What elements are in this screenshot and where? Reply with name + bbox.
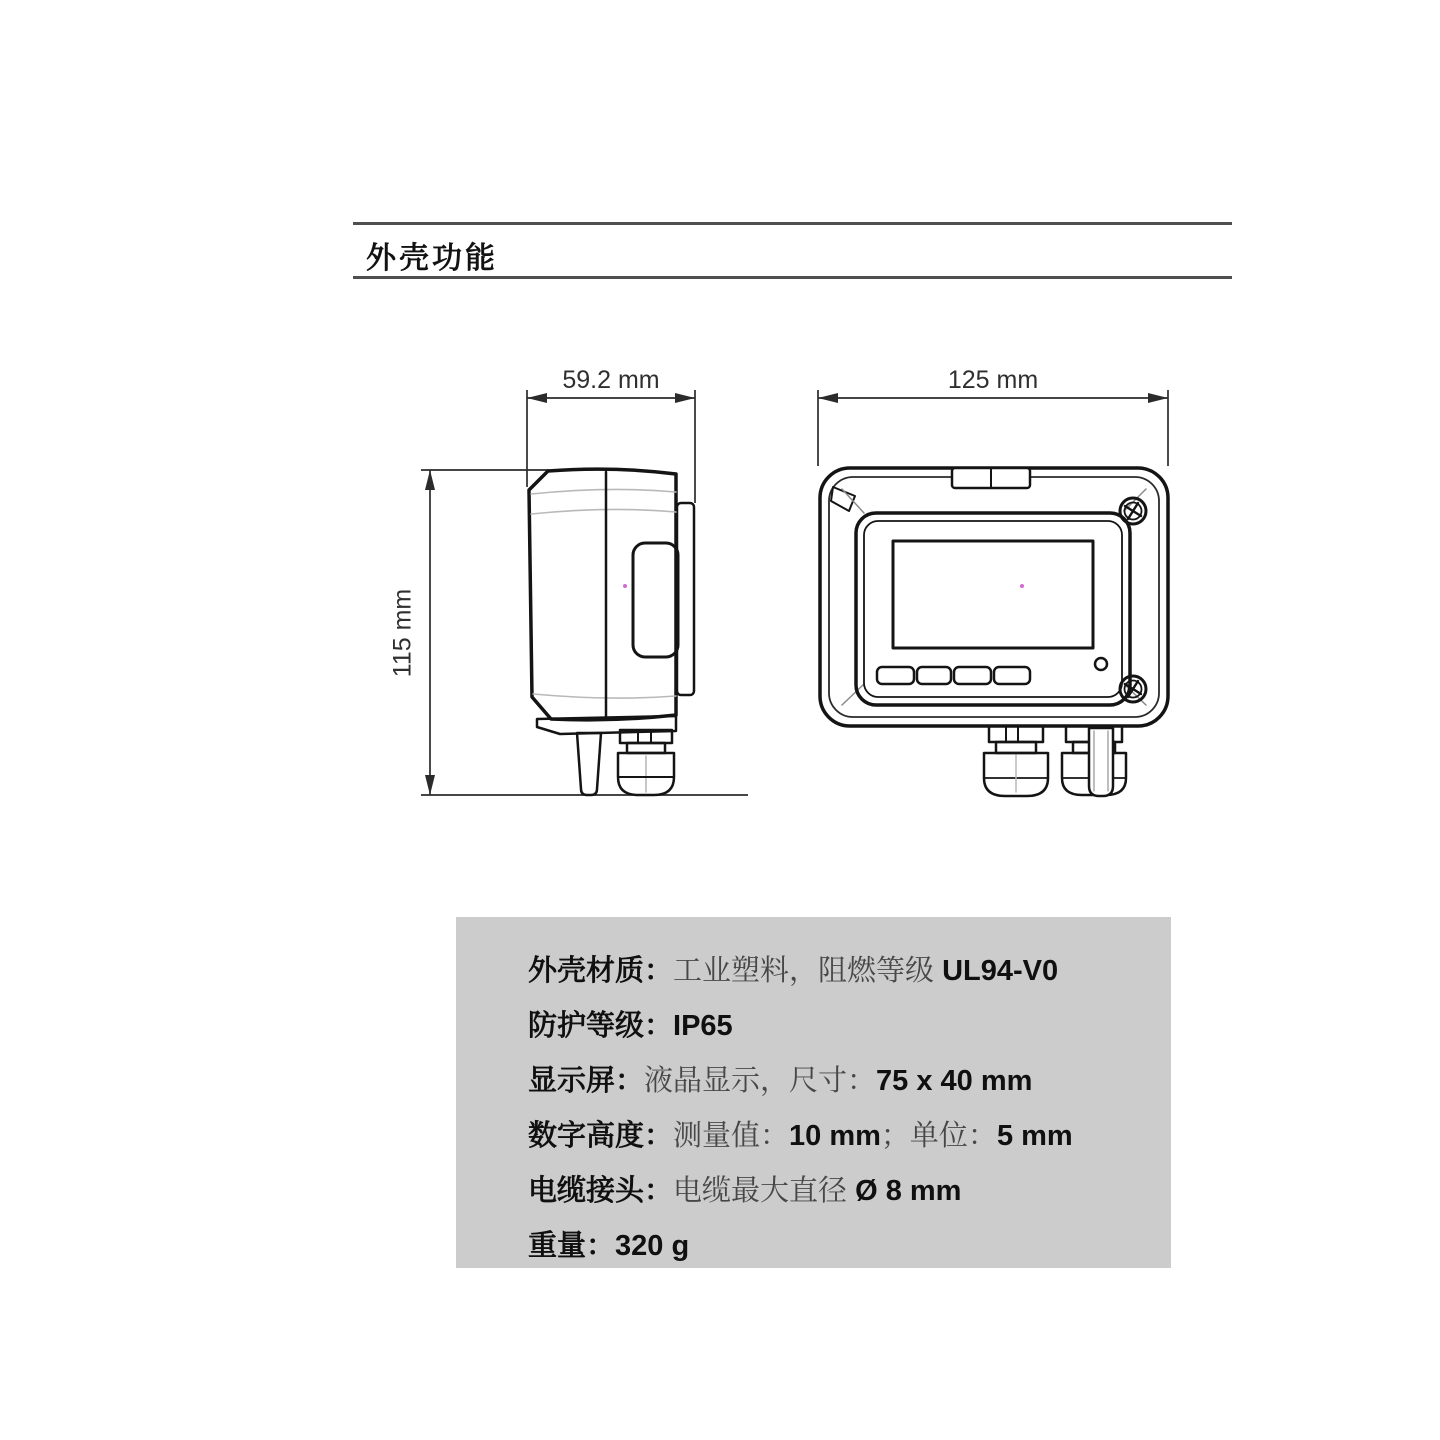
spec-text: ；单位：	[880, 1120, 997, 1152]
watermark-dots	[623, 584, 1024, 588]
front-panel-buttons	[877, 667, 1030, 684]
spec-row	[528, 999, 1171, 1054]
page-title: 外壳功能	[366, 242, 498, 275]
spec-text: 工业塑料，阻燃等级	[673, 955, 943, 987]
spec-text: 重量：	[528, 1230, 616, 1262]
screw-top-right	[1120, 498, 1146, 524]
spec-text: Ø 8 mm	[855, 1175, 962, 1207]
spec-text: 电缆接头：	[528, 1175, 674, 1207]
spec-text: 320 g	[615, 1230, 690, 1262]
spec-row	[528, 1164, 1171, 1219]
spec-text: IP65	[673, 1010, 733, 1042]
spec-text: 外壳材质：	[528, 955, 674, 987]
cable-gland-left	[984, 726, 1048, 796]
spec-text: 75 x 40 mm	[876, 1065, 1033, 1097]
side-view-drawing	[529, 469, 694, 795]
lcd-screen	[893, 541, 1093, 648]
dimension-annotations	[421, 390, 1168, 795]
cable-gland-right	[1062, 726, 1126, 796]
dimension-label-front-width: 125 mm	[947, 366, 1039, 394]
spec-text: UL94-V0	[942, 955, 1059, 987]
spec-text: 液晶显示，尺寸：	[644, 1065, 877, 1097]
dimension-label-side-width: 59.2 mm	[562, 366, 660, 394]
screw-bottom-right	[1120, 676, 1146, 702]
dimension-label-height: 115 mm	[388, 588, 417, 678]
led-indicator	[1095, 658, 1107, 670]
spec-box	[456, 917, 1171, 1268]
spec-text: 测量值：	[673, 1120, 790, 1152]
spec-text: 防护等级：	[528, 1010, 674, 1042]
spec-text: 10 mm	[789, 1120, 881, 1152]
spec-text: 电缆最大直径	[673, 1175, 856, 1207]
spec-row	[528, 1054, 1171, 1109]
spec-row	[528, 1109, 1171, 1164]
spec-row	[528, 944, 1171, 999]
spec-text: 数字高度：	[528, 1120, 674, 1152]
spec-row	[528, 1219, 1171, 1274]
front-view-drawing	[820, 468, 1168, 796]
spec-text: 显示屏：	[528, 1065, 645, 1097]
spec-text: 5 mm	[996, 1120, 1073, 1152]
dimension-arrowheads	[425, 393, 1168, 795]
